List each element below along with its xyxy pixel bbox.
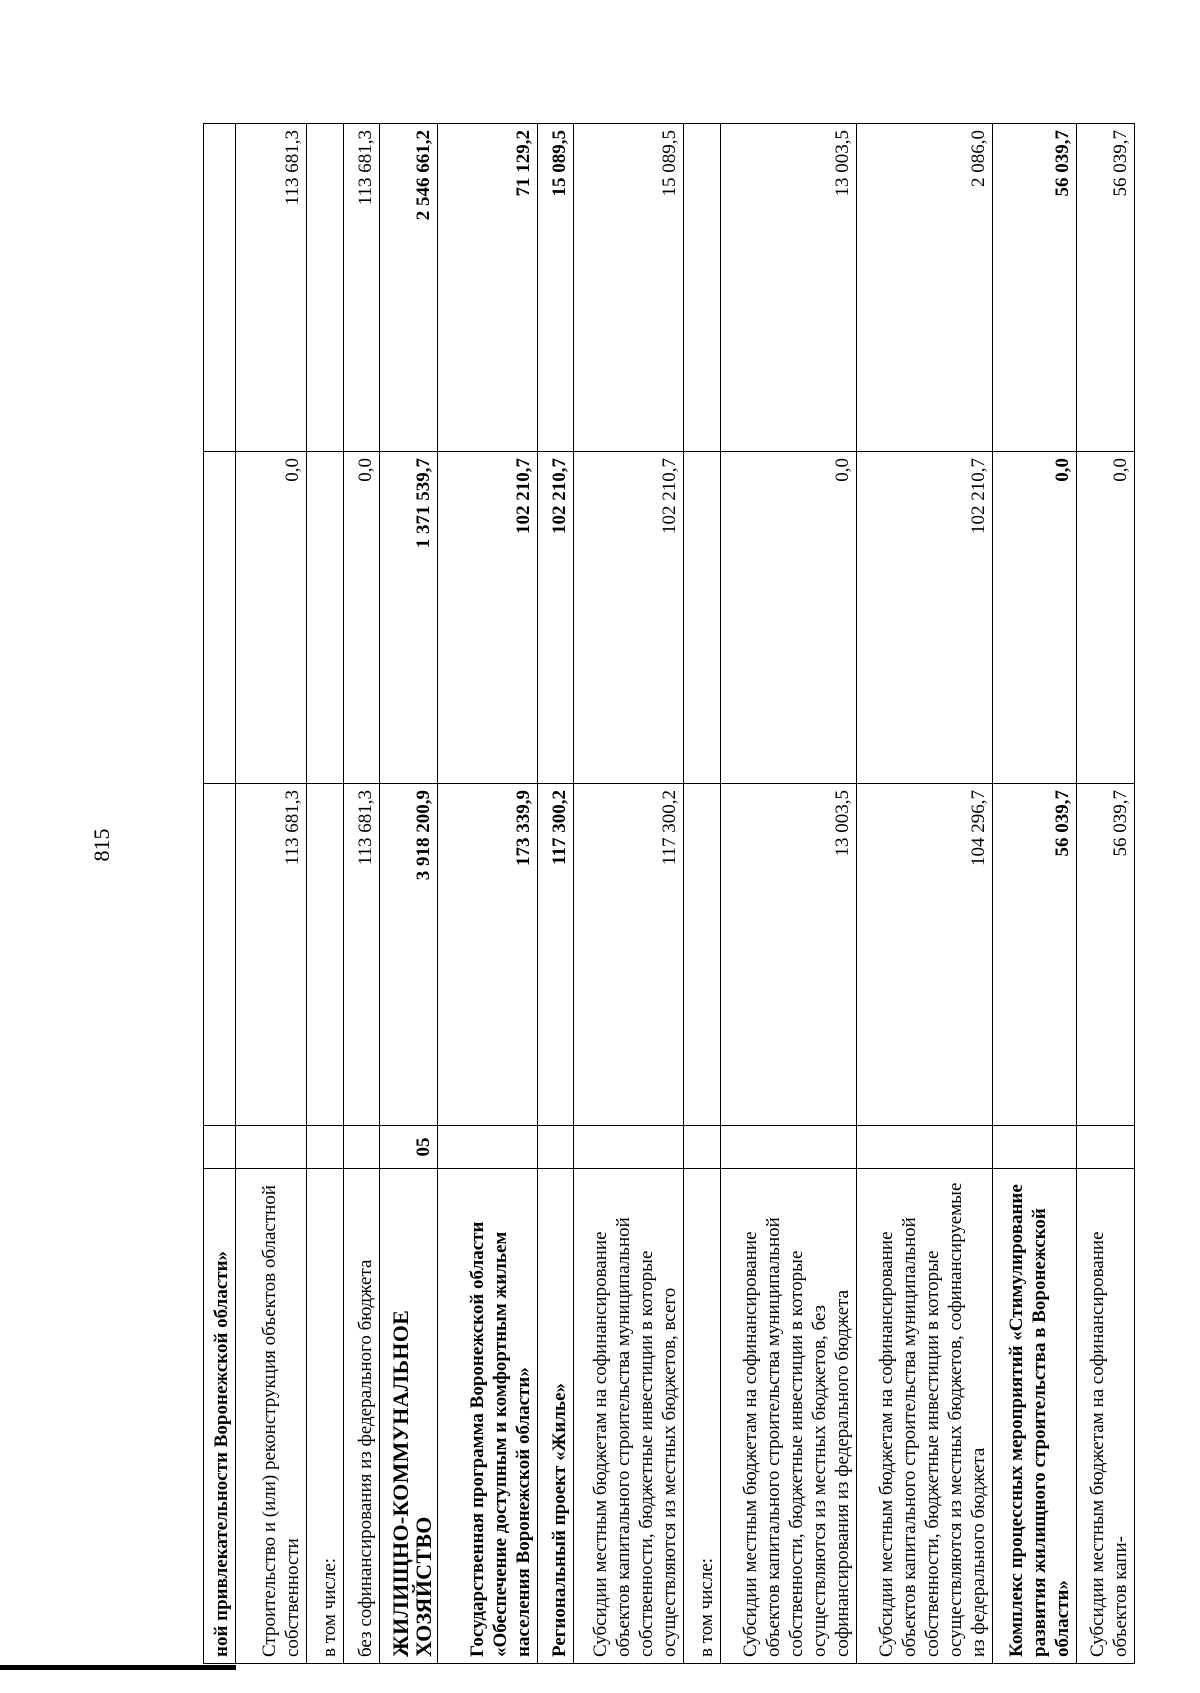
row-federal: 0,0 (993, 452, 1077, 784)
table-row (574, 124, 684, 1664)
table-row (379, 124, 437, 1664)
row-code (235, 1126, 307, 1169)
row-name: ной привлекательности Воронежской области» (204, 1169, 236, 1664)
row-name: Государственная программа Воронежской области «Обеспечение доступным и комфортным жильем населения Воронежской области» (437, 1169, 537, 1664)
row-code: 05 (379, 1126, 437, 1169)
row-code (204, 1126, 236, 1169)
row-total: 56 039,7 (993, 784, 1077, 1126)
row-name: без софинансирования из федерального бюджета (343, 1169, 379, 1664)
row-regional: 15 089,5 (574, 124, 684, 452)
row-regional: 113 681,3 (235, 124, 307, 452)
row-federal: 0,0 (1077, 452, 1135, 784)
row-regional: 56 039,7 (1077, 124, 1135, 452)
row-federal: 102 210,7 (437, 452, 537, 784)
row-code (343, 1126, 379, 1169)
row-total: 117 300,2 (537, 784, 573, 1126)
row-name: Комплекс процессных мероприятий «Стимулирование развития жилищного строительства в Воронежской области» (993, 1169, 1077, 1664)
row-regional: 13 003,5 (720, 124, 856, 452)
row-code (720, 1126, 856, 1169)
row-code (574, 1126, 684, 1169)
row-name: ЖИЛИЩНО-КОММУНАЛЬНОЕ ХОЗЯЙСТВО (379, 1169, 437, 1664)
row-code (856, 1126, 992, 1169)
row-regional: 2 086,0 (856, 124, 992, 452)
row-code (537, 1126, 573, 1169)
budget-table-container (203, 124, 1135, 1664)
row-total: 56 039,7 (1077, 784, 1135, 1126)
table-row (343, 124, 379, 1664)
row-total: 113 681,3 (343, 784, 379, 1126)
table-row (856, 124, 992, 1664)
row-regional: 15 089,5 (537, 124, 573, 452)
row-total (204, 784, 236, 1126)
row-name: Строительство и (или) реконструкция объектов областной собственности (235, 1169, 307, 1664)
row-federal: 0,0 (235, 452, 307, 784)
row-total: 173 339,9 (437, 784, 537, 1126)
row-name: в том числе: (307, 1169, 343, 1664)
row-name: Субсидии местным бюджетам на софинансирование объектов капитального строительства муниципальной собственности, бюджетные инвестиции в которые осуществляются из местных бюджетов, софинансируемые из федерального бюджета (856, 1169, 992, 1664)
budget-table-body (204, 124, 1135, 1664)
row-federal (684, 452, 720, 784)
row-federal (204, 452, 236, 784)
row-regional (684, 124, 720, 452)
table-row (204, 124, 236, 1664)
row-federal: 102 210,7 (537, 452, 573, 784)
row-regional: 2 546 661,2 (379, 124, 437, 452)
table-row (437, 124, 537, 1664)
page-number: 815 (89, 828, 114, 862)
row-code (993, 1126, 1077, 1169)
footer-rule (0, 1665, 236, 1670)
row-regional: 71 129,2 (437, 124, 537, 452)
budget-table (203, 123, 1135, 1664)
row-federal: 0,0 (720, 452, 856, 784)
row-name: Субсидии местным бюджетам на софинансирование объектов капитального строительства муниципальной собственности, бюджетные инвестиции в которые осуществляются из местных бюджетов, всего (574, 1169, 684, 1664)
row-total: 3 918 200,9 (379, 784, 437, 1126)
row-code (684, 1126, 720, 1169)
row-regional: 113 681,3 (343, 124, 379, 452)
row-federal: 1 371 539,7 (379, 452, 437, 784)
row-name: Субсидии местным бюджетам на софинансирование объектов капитального строительства муниципальной собственности, бюджетные инвестиции в которые осуществляются из местных бюджетов, без софинансирования из федерального бюджета (720, 1169, 856, 1664)
row-code (437, 1126, 537, 1169)
row-total: 104 296,7 (856, 784, 992, 1126)
row-name: в том числе: (684, 1169, 720, 1664)
row-code (1077, 1126, 1135, 1169)
row-federal: 102 210,7 (574, 452, 684, 784)
row-total: 13 003,5 (720, 784, 856, 1126)
row-total (307, 784, 343, 1126)
row-regional (307, 124, 343, 452)
row-total (684, 784, 720, 1126)
row-name: Субсидии местным бюджетам на софинансирование объектов капи- (1077, 1169, 1135, 1664)
table-row (235, 124, 307, 1664)
row-name: Региональный проект «Жилье» (537, 1169, 573, 1664)
table-row (307, 124, 343, 1664)
row-code (307, 1126, 343, 1169)
table-row (537, 124, 573, 1664)
table-row (993, 124, 1077, 1664)
row-total: 113 681,3 (235, 784, 307, 1126)
table-row (1077, 124, 1135, 1664)
row-regional (204, 124, 236, 452)
table-row (720, 124, 856, 1664)
row-federal: 0,0 (343, 452, 379, 784)
row-regional: 56 039,7 (993, 124, 1077, 452)
row-total: 117 300,2 (574, 784, 684, 1126)
row-federal: 102 210,7 (856, 452, 992, 784)
table-row (684, 124, 720, 1664)
row-federal (307, 452, 343, 784)
